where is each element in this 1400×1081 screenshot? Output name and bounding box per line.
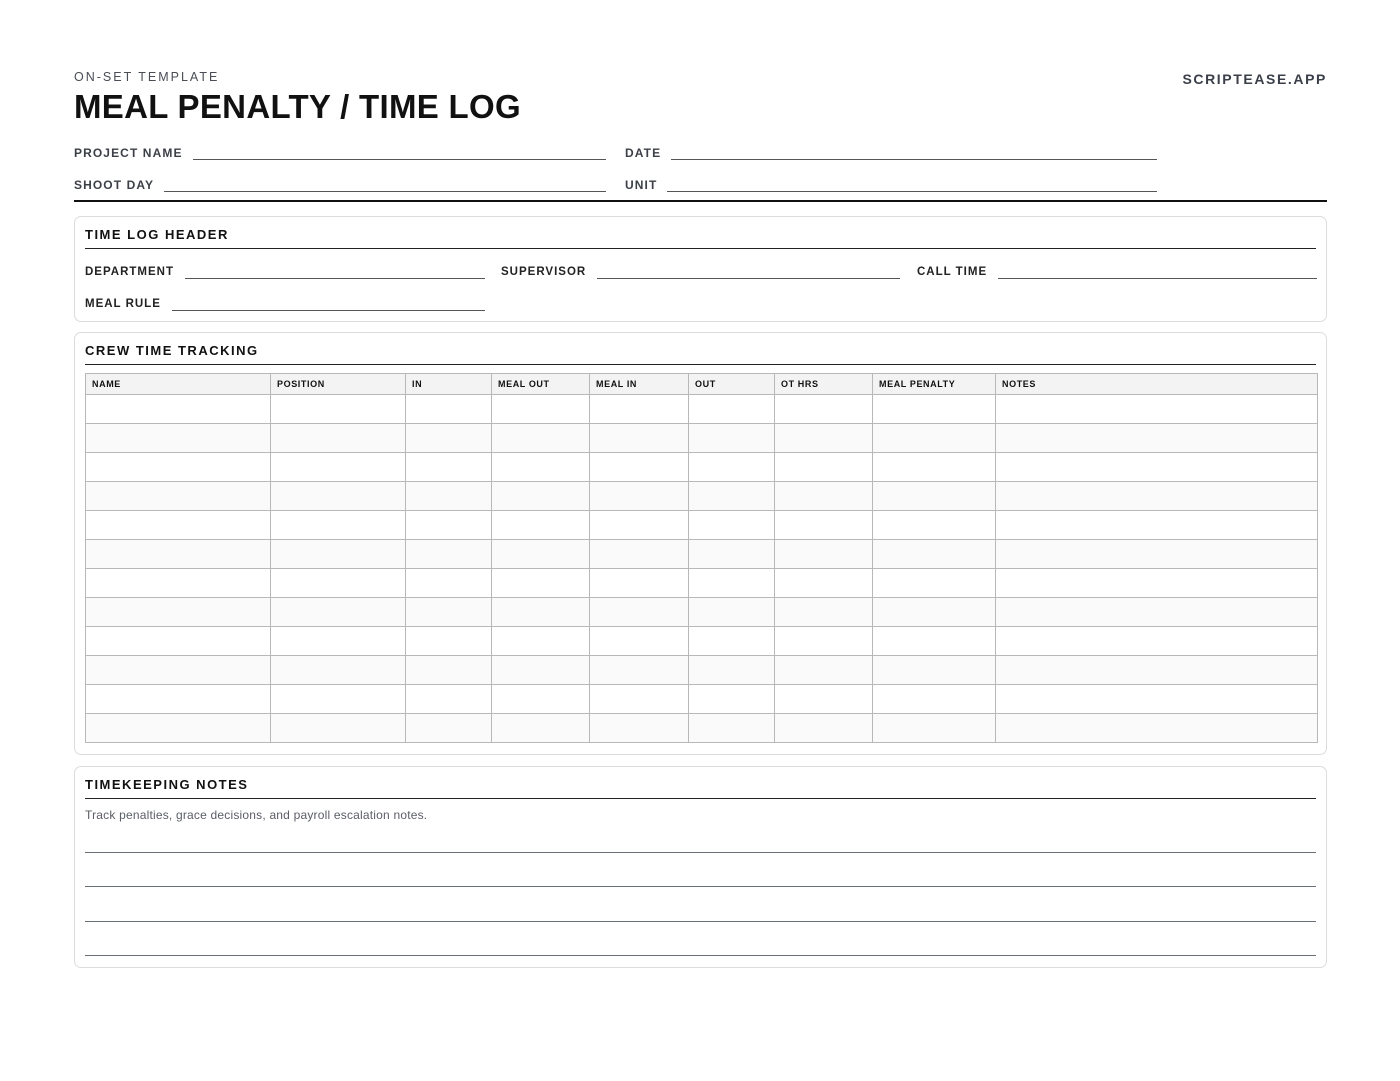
- table-cell[interactable]: [775, 453, 873, 482]
- table-cell[interactable]: [492, 627, 590, 656]
- table-cell[interactable]: [873, 598, 996, 627]
- notes-line[interactable]: [85, 921, 1316, 922]
- table-cell[interactable]: [86, 540, 271, 569]
- template-eyebrow: ON-SET TEMPLATE: [74, 70, 220, 84]
- table-cell[interactable]: [86, 395, 271, 424]
- timekeeping-notes-card: [74, 766, 1327, 968]
- table-cell[interactable]: [996, 598, 1318, 627]
- table-cell[interactable]: [689, 569, 775, 598]
- table-cell[interactable]: [406, 453, 492, 482]
- table-cell[interactable]: [271, 395, 406, 424]
- table-row: [86, 540, 1318, 569]
- date-label: DATE: [625, 146, 662, 160]
- table-cell[interactable]: [406, 569, 492, 598]
- table-cell[interactable]: [996, 569, 1318, 598]
- table-cell[interactable]: [271, 453, 406, 482]
- table-cell[interactable]: [406, 511, 492, 540]
- table-row: [86, 511, 1318, 540]
- call-time-field[interactable]: [917, 263, 1317, 279]
- table-cell[interactable]: [873, 395, 996, 424]
- column-header: OUT: [689, 374, 775, 395]
- time-log-header-card: [74, 216, 1327, 322]
- table-cell[interactable]: [590, 656, 689, 685]
- column-header: MEAL OUT: [492, 374, 590, 395]
- column-header: OT HRS: [775, 374, 873, 395]
- table-cell[interactable]: [492, 714, 590, 743]
- department-field[interactable]: [85, 263, 485, 279]
- meal-rule-line[interactable]: [172, 310, 485, 311]
- table-cell[interactable]: [689, 424, 775, 453]
- table-cell[interactable]: [775, 424, 873, 453]
- supervisor-line[interactable]: [597, 278, 900, 279]
- brand-mark: SCRIPTEASE.APP: [1182, 71, 1327, 87]
- table-row: [86, 598, 1318, 627]
- table-row: [86, 482, 1318, 511]
- table-cell[interactable]: [996, 511, 1318, 540]
- table-cell[interactable]: [873, 685, 996, 714]
- table-cell[interactable]: [775, 482, 873, 511]
- table-cell[interactable]: [873, 540, 996, 569]
- table-cell[interactable]: [271, 714, 406, 743]
- table-cell[interactable]: [492, 424, 590, 453]
- document-title: MEAL PENALTY / TIME LOG: [74, 88, 521, 125]
- table-cell[interactable]: [590, 511, 689, 540]
- table-cell[interactable]: [873, 482, 996, 511]
- notes-hint: Track penalties, grace decisions, and payroll escalation notes.: [85, 808, 428, 822]
- table-cell[interactable]: [996, 627, 1318, 656]
- table-cell[interactable]: [86, 598, 271, 627]
- table-cell[interactable]: [271, 598, 406, 627]
- call-time-label: CALL TIME: [917, 266, 988, 278]
- table-cell[interactable]: [689, 540, 775, 569]
- table-cell[interactable]: [996, 453, 1318, 482]
- column-header: POSITION: [271, 374, 406, 395]
- unit-field[interactable]: [625, 176, 1157, 192]
- department-line[interactable]: [185, 278, 485, 279]
- table-cell[interactable]: [492, 569, 590, 598]
- table-cell[interactable]: [271, 569, 406, 598]
- table-cell[interactable]: [590, 395, 689, 424]
- table-cell[interactable]: [689, 598, 775, 627]
- supervisor-label: SUPERVISOR: [501, 266, 587, 278]
- table-cell[interactable]: [86, 511, 271, 540]
- unit-line[interactable]: [667, 191, 1157, 192]
- date-line[interactable]: [671, 159, 1157, 160]
- column-header: NAME: [86, 374, 271, 395]
- table-cell[interactable]: [492, 482, 590, 511]
- table-cell[interactable]: [492, 598, 590, 627]
- table-cell[interactable]: [86, 569, 271, 598]
- column-header: MEAL PENALTY: [873, 374, 996, 395]
- meal-rule-label: MEAL RULE: [85, 298, 161, 310]
- table-cell[interactable]: [775, 598, 873, 627]
- table-cell[interactable]: [406, 656, 492, 685]
- table-cell[interactable]: [775, 511, 873, 540]
- table-cell[interactable]: [689, 627, 775, 656]
- table-cell[interactable]: [271, 482, 406, 511]
- table-cell[interactable]: [689, 511, 775, 540]
- table-cell[interactable]: [406, 540, 492, 569]
- column-header: MEAL IN: [590, 374, 689, 395]
- crew-time-table: [85, 373, 1318, 743]
- table-cell[interactable]: [86, 627, 271, 656]
- notes-line[interactable]: [85, 955, 1316, 956]
- project-name-line[interactable]: [193, 159, 606, 160]
- unit-label: UNIT: [625, 178, 658, 192]
- project-name-field[interactable]: [74, 144, 606, 160]
- table-cell[interactable]: [86, 714, 271, 743]
- table-cell[interactable]: [775, 627, 873, 656]
- table-cell[interactable]: [406, 395, 492, 424]
- time-log-header-title: TIME LOG HEADER: [85, 227, 229, 242]
- table-cell[interactable]: [689, 482, 775, 511]
- table-cell[interactable]: [590, 627, 689, 656]
- table-cell[interactable]: [873, 511, 996, 540]
- table-cell[interactable]: [689, 714, 775, 743]
- date-field[interactable]: [625, 144, 1157, 160]
- notes-line[interactable]: [85, 886, 1316, 887]
- table-cell[interactable]: [590, 424, 689, 453]
- section-rule: [85, 248, 1316, 249]
- table-cell[interactable]: [492, 395, 590, 424]
- table-cell[interactable]: [996, 685, 1318, 714]
- project-name-label: PROJECT NAME: [74, 146, 183, 160]
- table-cell[interactable]: [996, 424, 1318, 453]
- table-row: [86, 569, 1318, 598]
- notes-line[interactable]: [85, 852, 1316, 853]
- table-cell[interactable]: [86, 453, 271, 482]
- table-cell[interactable]: [590, 714, 689, 743]
- table-cell[interactable]: [86, 482, 271, 511]
- table-cell[interactable]: [492, 656, 590, 685]
- table-cell[interactable]: [271, 511, 406, 540]
- supervisor-field[interactable]: [501, 263, 900, 279]
- table-row: [86, 424, 1318, 453]
- shoot-day-label: SHOOT DAY: [74, 178, 155, 192]
- table-cell[interactable]: [590, 540, 689, 569]
- shoot-day-field[interactable]: [74, 176, 606, 192]
- table-cell[interactable]: [996, 540, 1318, 569]
- table-cell[interactable]: [996, 395, 1318, 424]
- table-cell[interactable]: [271, 685, 406, 714]
- table-row: [86, 685, 1318, 714]
- table-cell[interactable]: [873, 453, 996, 482]
- table-cell[interactable]: [271, 540, 406, 569]
- table-cell[interactable]: [689, 395, 775, 424]
- section-rule: [85, 364, 1316, 365]
- table-cell[interactable]: [775, 569, 873, 598]
- table-cell[interactable]: [86, 685, 271, 714]
- table-cell[interactable]: [590, 569, 689, 598]
- table-row: [86, 395, 1318, 424]
- table-cell[interactable]: [775, 656, 873, 685]
- table-cell[interactable]: [406, 685, 492, 714]
- table-row: [86, 656, 1318, 685]
- column-header: NOTES: [996, 374, 1318, 395]
- header-divider: [74, 200, 1327, 202]
- crew-tracking-title: CREW TIME TRACKING: [85, 343, 259, 358]
- table-cell[interactable]: [492, 511, 590, 540]
- department-label: DEPARTMENT: [85, 266, 175, 278]
- table-cell[interactable]: [873, 627, 996, 656]
- table-cell[interactable]: [590, 482, 689, 511]
- table-cell[interactable]: [86, 656, 271, 685]
- table-body: [86, 395, 1318, 743]
- table-cell[interactable]: [271, 656, 406, 685]
- table-row: [86, 453, 1318, 482]
- table-cell[interactable]: [689, 685, 775, 714]
- table-cell[interactable]: [271, 627, 406, 656]
- shoot-day-line[interactable]: [164, 191, 606, 192]
- section-rule: [85, 798, 1316, 799]
- table-row: [86, 627, 1318, 656]
- table-cell[interactable]: [996, 656, 1318, 685]
- table-cell[interactable]: [689, 656, 775, 685]
- call-time-line[interactable]: [998, 278, 1317, 279]
- table-cell[interactable]: [590, 453, 689, 482]
- table-cell[interactable]: [873, 424, 996, 453]
- table-cell[interactable]: [873, 569, 996, 598]
- table-cell[interactable]: [406, 598, 492, 627]
- table-cell[interactable]: [775, 395, 873, 424]
- table-cell[interactable]: [492, 540, 590, 569]
- table-cell[interactable]: [86, 424, 271, 453]
- table-cell[interactable]: [775, 540, 873, 569]
- meal-rule-field[interactable]: [85, 295, 485, 311]
- table-cell[interactable]: [689, 453, 775, 482]
- table-cell[interactable]: [775, 714, 873, 743]
- table-cell[interactable]: [590, 685, 689, 714]
- timekeeping-notes-title: TIMEKEEPING NOTES: [85, 777, 249, 792]
- table-cell[interactable]: [406, 627, 492, 656]
- table-cell[interactable]: [271, 424, 406, 453]
- table-cell[interactable]: [406, 482, 492, 511]
- table-cell[interactable]: [590, 598, 689, 627]
- table-cell[interactable]: [873, 656, 996, 685]
- table-cell[interactable]: [873, 714, 996, 743]
- table-cell[interactable]: [996, 714, 1318, 743]
- table-header-row: [86, 374, 1318, 395]
- table-cell[interactable]: [406, 714, 492, 743]
- table-row: [86, 714, 1318, 743]
- column-header: IN: [406, 374, 492, 395]
- table-cell[interactable]: [775, 685, 873, 714]
- table-cell[interactable]: [996, 482, 1318, 511]
- table-cell[interactable]: [406, 424, 492, 453]
- table-cell[interactable]: [492, 453, 590, 482]
- table-cell[interactable]: [492, 685, 590, 714]
- crew-time-tracking-card: [74, 332, 1327, 755]
